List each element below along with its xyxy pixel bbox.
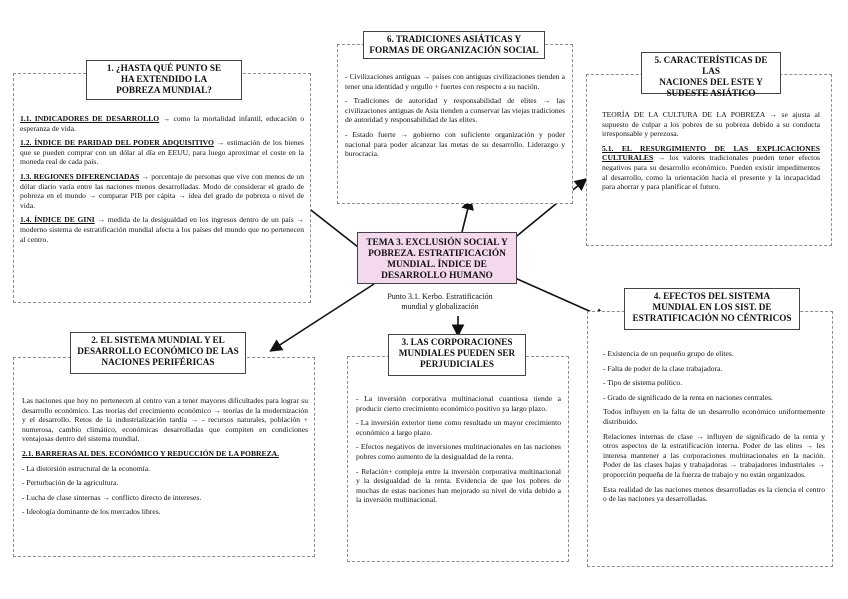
section-3-body (356, 394, 561, 510)
sec1-p3-head: 1.3. REGIONES DIFERENCIADAS (20, 171, 140, 181)
section-4-body (603, 349, 825, 509)
sec4-p1: Todos influyen en la falta de un desarrollo económico uniformemente distribuido. (603, 407, 825, 426)
sec2-p1: Las naciones que hoy no pertenecen al centro van a tener mayores dificultades para lograr su desarrollo económico. Las teorías del crecimiento económico → teorías de la modernización y el desarrollo. Retos de la industrialización tardía → - recursos naturales, población + numerosa, cambio climático, económicas desarrolladas que compiten en condiciones ventajosas dentro del sistema mundial. (22, 396, 308, 444)
section-6-title: 6. TRADICIONES ASIÁTICAS Y FORMAS DE ORGANIZACIÓN SOCIAL (363, 31, 545, 59)
sec4-list-item: - Tipo de sistema político. (603, 378, 683, 388)
sec2-sub-head: 2.1. BARRERAS AL DES. ECONÓMICO Y REDUCCIÓN DE LA POBREZA. (22, 448, 280, 458)
sec4-p2: Relaciones internas de clase → influyen de significado de la renta y otros aspectos de la estratificación interna. Poder de las elites → les interesa mantener a las corporaciones multinacionales en la nación. Poder de las clases bajas y trabajadoras → trabajadores industriales → proporción pequeña de la fuerza de trabajo y no están organizados. (603, 431, 825, 479)
sec6-item: - Estado fuerte → gobierno con suficiente organización y poder nacional para poder alcanzar las metas de su desarrollo. Liderazgo y burocracia. (345, 129, 565, 159)
sec4-list-item: - Existencia de un pequeño grupo de elites. (603, 349, 734, 358)
sec1-p4-head: 1.4. ÍNDICE DE GINI (20, 215, 95, 225)
central-topic: TEMA 3. EXCLUSIÓN SOCIAL Y POBREZA. ESTRATIFICACIÓN MUNDIAL. ÍNDICE DE DESARROLLO HUMANO (357, 232, 517, 284)
sec1-p3-text: → porcentaje de personas que vive con menos de un dólar diario varía entre las naciones menos desarrolladas. Modo de considerar el grado de pobreza en el mundo → comparar PIB per cápita → idea del grado de pobreza o nivel de vida. (20, 171, 304, 210)
sec3-item: - Efectos negativos de inversiones multinacionales en las naciones pobres como aumento de la desigualdad de la renta. (356, 442, 561, 461)
section-2-title: 2. EL SISTEMA MUNDIAL Y EL DESARROLLO ECONÓMICO DE LAS NACIONES PERIFÉRICAS (70, 332, 246, 374)
sec2-item: - Lucha de clase sinternas → conflicto directo de intereses. (22, 492, 202, 502)
sec4-p3: Esta realidad de las naciones menos desarrolladas es la ciencia el centro o de las naciones ya desarrolladas. (603, 484, 825, 504)
sec2-item: - Ideología dominante de los mercados libres. (22, 507, 161, 517)
sec5-p2-head: 5.1. EL RESURGIMIENTO DE LAS EXPLICACIONES CULTURALES (602, 143, 820, 163)
section-4-title: 4. EFECTOS DEL SISTEMA MUNDIAL EN LOS SIST. DE ESTRATIFICACIÓN NO CÉNTRICOS (624, 288, 800, 330)
sec5-p1: TEORÍA DE LA CULTURA DE LA POBREZA → se ajusta al supuesto de culpar a los pobres de su pobreza debido a su conducta irresponsable y perezosa. (602, 110, 820, 139)
section-5-body (602, 110, 820, 197)
arrow-to-sec6 (462, 200, 470, 232)
section-2-body (22, 396, 308, 522)
sec3-item: - La inversión exterior tiene como resultado un mayor crecimiento económico a largo plazo. (356, 418, 561, 437)
sec1-p2-text: → estimación de los bienes que se pueden comprar con un dólar al día en EEUU, para luego aproximar el coste en la moneda real de cada país. (20, 138, 304, 167)
section-1-title: 1. ¿HASTA QUÉ PUNTO SE HA EXTENDIDO LA POBREZA MUNDIAL? (86, 60, 242, 100)
sec6-item: - Civilizaciones antiguas → países con antiguas civilizaciones tienden a tener una identidad y orgullo + fuertes con respecto a su nación. (345, 72, 565, 91)
sec3-item: - Relación+ compleja entre la inversión corporativa multinacional y la desigualdad de la renta. Evidencia de que los pobres de muchas de estas naciones han mejorado su nivel de vida debido a la inversión multinacional. (356, 466, 561, 505)
central-subtitle: Punto 3.1. Kerbo. Estratificación mundial y globalización (387, 292, 493, 311)
sec2-item: - Perturbación de la agricultura. (22, 478, 119, 488)
sec5-p2-text: → los valores tradicionales pueden tener efectos negativos para su desarrollo económico. Pueden existir impedimentos al desarrollo, como la orientación hacia el presente y la incapacidad para ahorrar y para planificar el futuro. (602, 153, 820, 192)
sec6-item: - Tradiciones de autoridad y responsabilidad de elites → las civilizaciones antiguas de Asia tienden a conservar las viejas tradiciones de autoridad y responsabilidad de las elites. (345, 96, 565, 125)
section-1-body (20, 114, 304, 249)
sec1-p4-text: → medida de la desigualdad en los ingresos dentro de un país → moderno sistema de estratificación mundial afecta a los países del mundo que no pertenecen al centro. (20, 215, 304, 244)
sec4-list-item: - Grado de significado de la renta en naciones centrales. (603, 392, 773, 402)
section-5-title: 5. CARACTERÍSTICAS DE LAS NACIONES DEL ESTE Y SUDESTE ASIÁTICO (641, 52, 781, 94)
sec4-list-item: - Falta de poder de la clase trabajadora. (603, 363, 723, 373)
sec1-p1-head: 1.1. INDICADORES DE DESARROLLO (20, 114, 160, 123)
section-6-body (345, 72, 565, 164)
sec1-p1-text: → como la mortalidad infantil, educación o esperanza de vida. (20, 114, 305, 133)
section-3-title: 3. LAS CORPORACIONES MUNDIALES PUEDEN SER PERJUDICIALES (388, 334, 526, 376)
sec1-p2-head: 1.2. ÍNDICE DE PARIDAD DEL PODER ADQUISITIVO (20, 138, 214, 148)
sec3-item: - La inversión corporativa multinacional cuantiosa tiende a producir cierto crecimiento económico positivo ya largo plazo. (356, 394, 561, 413)
sec2-item: - La distorsión estructural de la economía. (22, 463, 150, 473)
